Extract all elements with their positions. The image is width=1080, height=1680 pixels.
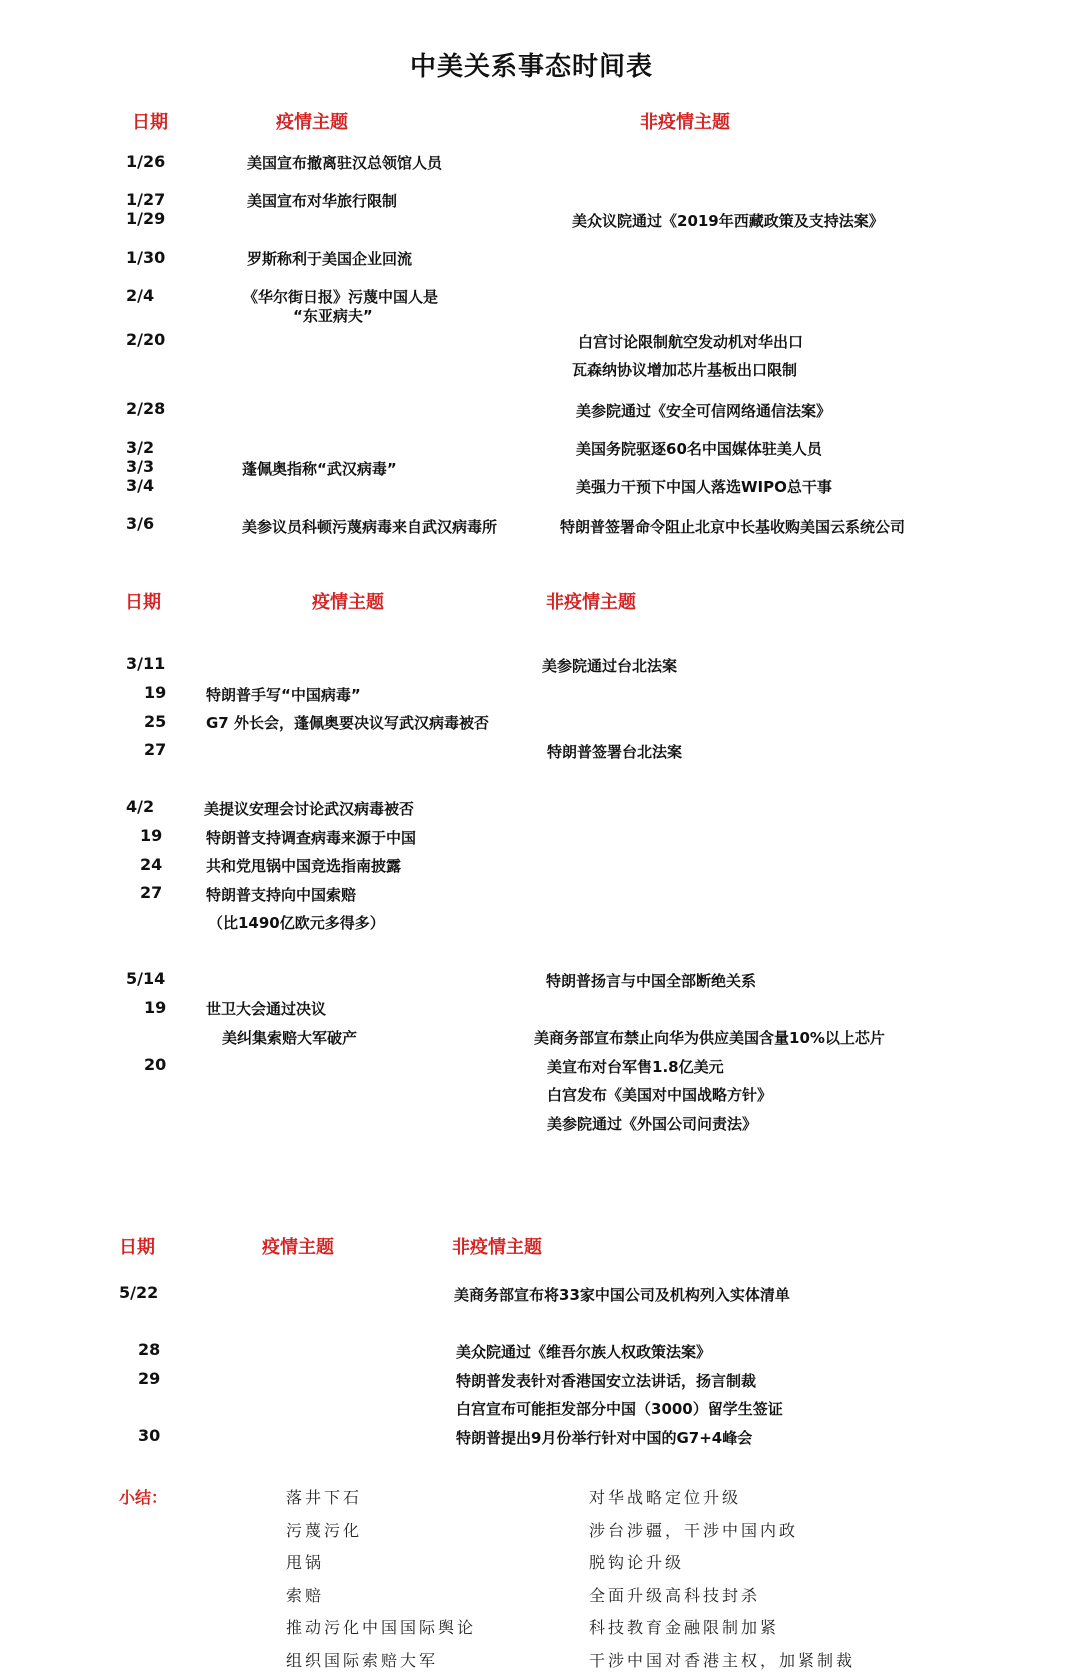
summary-left-item: 甩锅 — [286, 1553, 325, 1572]
epidemic-event: 特朗普手写“中国病毒” — [206, 686, 361, 704]
date-label: 2/28 — [126, 399, 166, 418]
date-label: 19 — [144, 998, 167, 1017]
summary-left-item: 污蔑污化 — [286, 1521, 363, 1540]
date-label: 1/30 — [126, 248, 166, 267]
nonepidemic-event: 美商务部宣布将33家中国公司及机构列入实体清单 — [454, 1286, 790, 1304]
epidemic-event: 蓬佩奥指称“武汉病毒” — [242, 460, 397, 478]
epidemic-event: 特朗普支持向中国索赔 — [206, 886, 357, 904]
header-epidemic: 疫情主题 — [312, 592, 384, 613]
date-label: 3/3 — [126, 457, 155, 476]
nonepidemic-event: 白宫发布《美国对中国战略方针》 — [547, 1086, 773, 1104]
header-date: 日期 — [125, 592, 161, 613]
summary-right-item: 全面升级高科技封杀 — [589, 1586, 761, 1605]
epidemic-event: 美参议员科顿污蔑病毒来自武汉病毒所 — [242, 518, 498, 536]
date-label: 27 — [140, 883, 163, 902]
epidemic-event: （比1490亿欧元多得多） — [208, 914, 385, 932]
nonepidemic-event: 美参院通过《安全可信网络通信法案》 — [576, 402, 832, 420]
header-nonepidemic: 非疫情主题 — [546, 592, 636, 613]
nonepidemic-event: 特朗普发表针对香港国安立法讲话，扬言制裁 — [456, 1372, 757, 1390]
nonepidemic-event: 美众议院通过《2019年西藏政策及支持法案》 — [572, 212, 884, 230]
summary-left-item: 落井下石 — [286, 1488, 363, 1507]
date-label: 2/20 — [126, 330, 166, 349]
summary-right-item: 涉台涉疆，干涉中国内政 — [589, 1521, 799, 1540]
date-label: 1/26 — [126, 152, 166, 171]
summary-right-item: 对华战略定位升级 — [589, 1488, 742, 1507]
summary-right-item: 干涉中国对香港主权，加紧制裁 — [589, 1651, 856, 1670]
date-label: 5/22 — [119, 1283, 159, 1302]
epidemic-event: 美国宣布对华旅行限制 — [247, 192, 398, 210]
nonepidemic-event: 美参院通过台北法案 — [542, 657, 678, 675]
summary-left-item: 组织国际索赔大军 — [286, 1651, 439, 1670]
date-label: 3/11 — [126, 654, 166, 673]
date-label: 2/4 — [126, 286, 155, 305]
date-label: 20 — [144, 1055, 167, 1074]
nonepidemic-event: 特朗普扬言与中国全部断绝关系 — [546, 972, 757, 990]
nonepidemic-event: 瓦森纳协议增加芯片基板出口限制 — [572, 361, 798, 379]
header-date: 日期 — [132, 112, 168, 133]
epidemic-event: 美纠集索赔大军破产 — [222, 1029, 358, 1047]
epidemic-event: “东亚病夫” — [293, 307, 373, 325]
nonepidemic-event: 特朗普提出9月份举行针对中国的G7+4峰会 — [456, 1429, 753, 1447]
date-label: 5/14 — [126, 969, 166, 988]
date-label: 3/2 — [126, 438, 155, 457]
epidemic-event: 特朗普支持调查病毒来源于中国 — [206, 829, 417, 847]
date-label: 25 — [144, 712, 167, 731]
epidemic-event: 罗斯称利于美国企业回流 — [247, 250, 413, 268]
date-label: 27 — [144, 740, 167, 759]
nonepidemic-event: 美宣布对台军售1.8亿美元 — [547, 1058, 724, 1076]
date-label: 24 — [140, 855, 163, 874]
date-label: 19 — [140, 826, 163, 845]
epidemic-event: 美国宣布撤离驻汉总领馆人员 — [247, 154, 443, 172]
date-label: 3/4 — [126, 476, 155, 495]
nonepidemic-event: 白宫讨论限制航空发动机对华出口 — [578, 333, 804, 351]
summary-left-item: 推动污化中国国际舆论 — [286, 1618, 477, 1637]
epidemic-event: 美提议安理会讨论武汉病毒被否 — [204, 800, 415, 818]
date-label: 29 — [138, 1369, 161, 1388]
epidemic-event: 共和党甩锅中国竞选指南披露 — [206, 857, 402, 875]
nonepidemic-event: 美商务部宣布禁止向华为供应美国含量10%以上芯片 — [534, 1029, 885, 1047]
nonepidemic-event: 美参院通过《外国公司问责法》 — [547, 1115, 758, 1133]
date-label: 1/27 — [126, 190, 166, 209]
header-nonepidemic: 非疫情主题 — [452, 1237, 542, 1258]
page-title: 中美关系事态时间表 — [410, 52, 654, 82]
header-epidemic: 疫情主题 — [262, 1237, 334, 1258]
date-label: 3/6 — [126, 514, 155, 533]
date-label: 30 — [138, 1426, 161, 1445]
epidemic-event: 世卫大会通过决议 — [206, 1000, 327, 1018]
summary-right-item: 科技教育金融限制加紧 — [589, 1618, 780, 1637]
epidemic-event: G7 外长会，蓬佩奥要决议写武汉病毒被否 — [206, 714, 489, 732]
nonepidemic-event: 特朗普签署台北法案 — [547, 743, 683, 761]
date-label: 28 — [138, 1340, 161, 1359]
summary-right-item: 脱钩论升级 — [589, 1553, 685, 1572]
nonepidemic-event: 特朗普签署命令阻止北京中长基收购美国云系统公司 — [560, 518, 906, 536]
nonepidemic-event: 美强力干预下中国人落选WIPO总干事 — [576, 478, 832, 496]
date-label: 19 — [144, 683, 167, 702]
date-label: 1/29 — [126, 209, 166, 228]
header-epidemic: 疫情主题 — [276, 112, 348, 133]
summary-label: 小结： — [119, 1488, 168, 1507]
date-label: 4/2 — [126, 797, 155, 816]
nonepidemic-event: 美众院通过《维吾尔族人权政策法案》 — [456, 1343, 712, 1361]
nonepidemic-event: 美国务院驱逐60名中国媒体驻美人员 — [576, 440, 822, 458]
nonepidemic-event: 白宫宣布可能拒发部分中国（3000）留学生签证 — [456, 1400, 783, 1418]
epidemic-event: 《华尔街日报》污蔑中国人是 — [243, 288, 439, 306]
header-date: 日期 — [119, 1237, 155, 1258]
header-nonepidemic: 非疫情主题 — [640, 112, 730, 133]
summary-left-item: 索赔 — [286, 1586, 325, 1605]
